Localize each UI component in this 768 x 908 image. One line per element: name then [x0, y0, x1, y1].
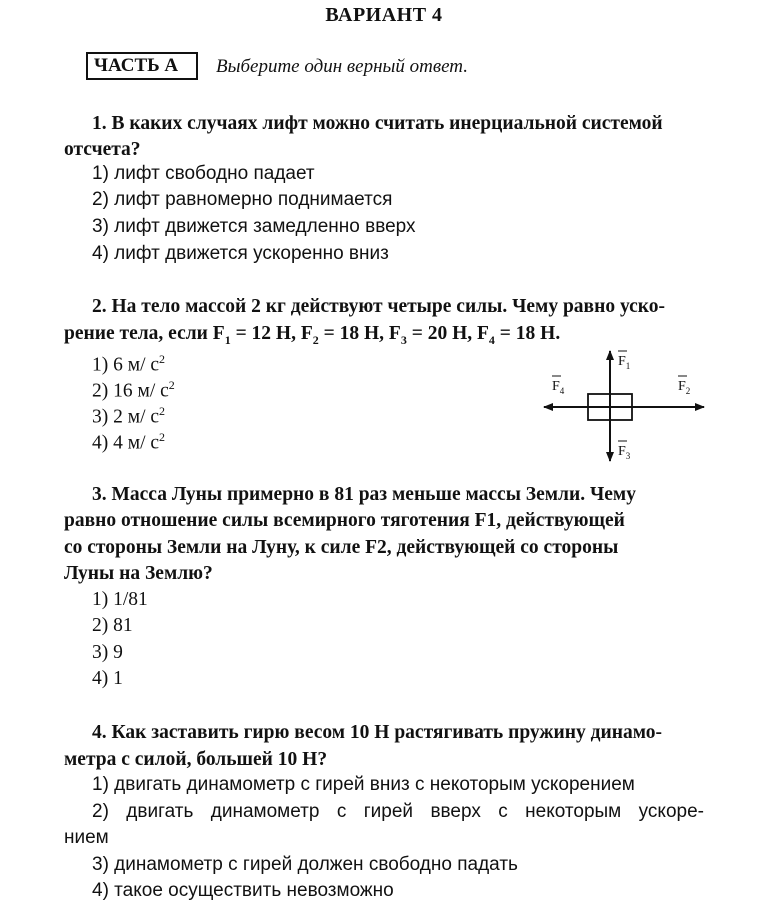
f1-label: $F_1$: [618, 354, 631, 371]
option-text: 4) 4 м/ с: [92, 432, 160, 454]
question-4-line-2: метра с силой, большей 10 Н?: [64, 749, 328, 770]
f1-subscript: 1: [224, 332, 231, 347]
question-3-line-3: со стороны Земли на Луну, к силе F2, действующей со стороны: [64, 537, 619, 558]
option-exponent: 2: [159, 404, 166, 418]
question-3-option-3: 3) 9: [92, 642, 123, 663]
question-4-option-2-continuation: нием: [64, 827, 109, 848]
part-label: ЧАСТЬ А: [86, 52, 198, 80]
question-2-line-1: 2. На тело массой 2 кг действуют четыре силы. Чему равно уско-: [92, 296, 665, 317]
f4-equation: = 18 Н.: [494, 323, 561, 344]
f2-label: $F_2$: [678, 379, 691, 396]
option-text: 3) 2 м/ с: [92, 406, 160, 428]
force-diagram: [540, 345, 710, 470]
f2-equation: = 18 Н, F: [318, 323, 401, 344]
question-1-option-2: 2) лифт равномерно поднимается: [92, 189, 393, 210]
question-2-option-4: [92, 424, 165, 457]
question-2-prefix: рение тела, если F: [64, 323, 225, 344]
question-1-option-3: 3) лифт движется замедленно вверх: [92, 216, 416, 237]
question-4-option-4: 4) такое осуществить невозможно: [92, 880, 394, 901]
question-3-line-1: 3. Масса Луны примерно в 81 раз меньше массы Земли. Чему: [92, 484, 636, 505]
f4-subscript: 4: [488, 332, 495, 347]
question-3-line-4: Луны на Землю?: [64, 563, 213, 584]
question-3-option-1: 1) 1/81: [92, 589, 148, 610]
option-exponent: 2: [159, 352, 166, 366]
question-3-line-2: равно отношение силы всемирного тяготения F1, действующей: [64, 510, 625, 531]
option-text: 2) 16 м/ с: [92, 380, 169, 402]
question-1-line-2: отсчета?: [64, 139, 141, 160]
option-text: 1) 6 м/ с: [92, 354, 160, 376]
question-4-option-2: 2) двигать динамометр с гирей вверх с некоторым ускоре-: [92, 801, 704, 822]
f3-label: $F_3$: [618, 444, 631, 461]
question-4-line-1: 4. Как заставить гирю весом 10 Н растягивать пружину динамо-: [92, 722, 662, 743]
option-exponent: 2: [168, 378, 175, 392]
option-exponent: 2: [159, 430, 166, 444]
f3-subscript: 3: [400, 332, 407, 347]
f4-label: $F_4$: [552, 379, 565, 396]
variant-title: ВАРИАНТ 4: [325, 4, 443, 26]
f3-equation: = 20 Н, F: [406, 323, 489, 344]
part-instruction: Выберите один верный ответ.: [216, 56, 468, 77]
f2-subscript: 2: [312, 332, 319, 347]
f1-equation: = 12 Н, F: [230, 323, 313, 344]
question-4-option-1: 1) двигать динамометр с гирей вниз с некоторым ускорением: [92, 774, 635, 795]
question-3-option-4: 4) 1: [92, 668, 123, 689]
question-1-option-4: 4) лифт движется ускоренно вниз: [92, 243, 389, 264]
question-3-option-2: 2) 81: [92, 615, 133, 636]
question-4-option-3: 3) динамометр с гирей должен свободно падать: [92, 854, 518, 875]
question-1-option-1: 1) лифт свободно падает: [92, 163, 315, 184]
question-1-line-1: 1. В каких случаях лифт можно считать инерциальной системой: [92, 113, 663, 134]
